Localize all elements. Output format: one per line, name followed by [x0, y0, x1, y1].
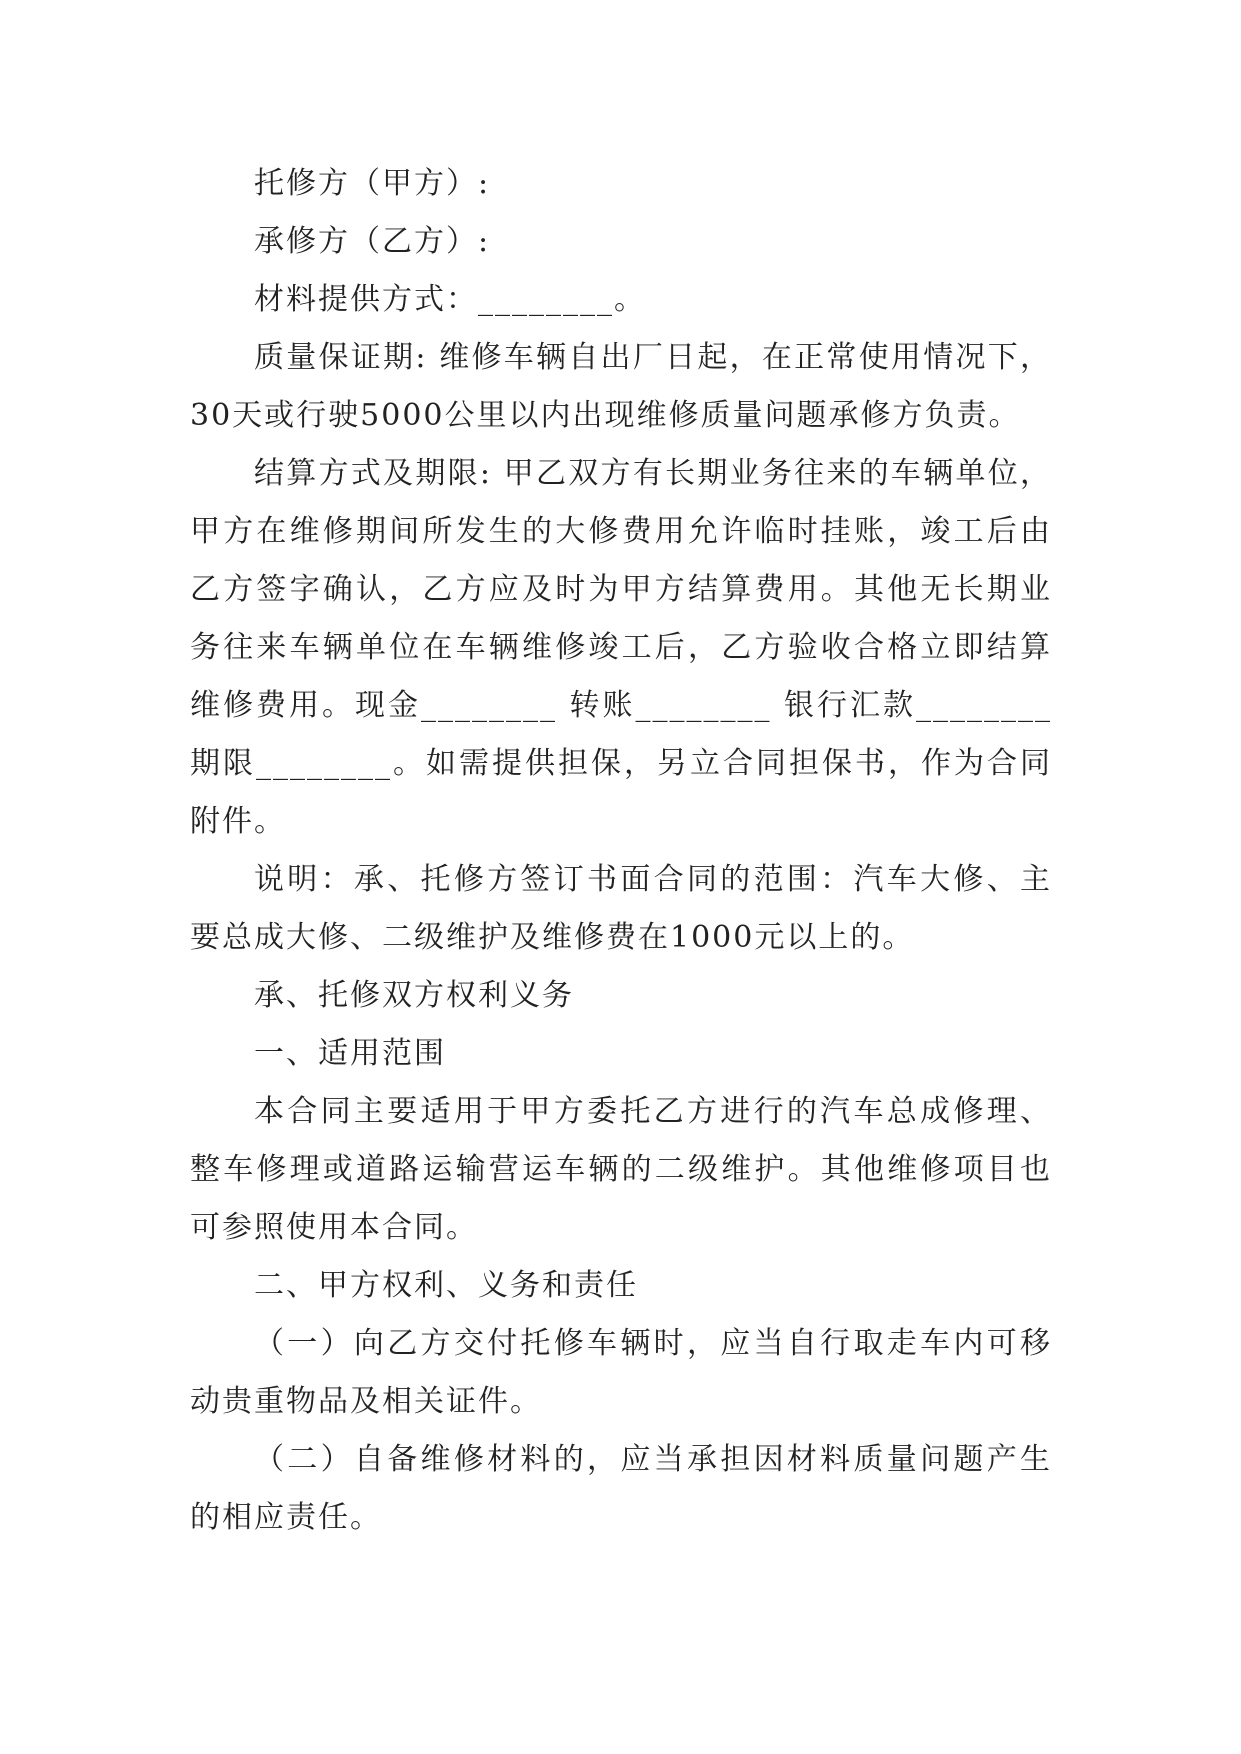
section-heading-party-a: 二、甲方权利、义务和责任 [254, 1268, 638, 1303]
document-body [190, 155, 1052, 1547]
paragraph-client: 托修方（甲方）: [254, 166, 491, 201]
paragraph-warranty-period: 质量保证期: 维修车辆自出厂日起，在正常使用情况下，30天或行驶5000公里以内出现维修质量问题承修方负责。 [190, 340, 1052, 433]
paragraph-settlement: 结算方式及期限: 甲乙双方有长期业务往来的车辆单位，甲方在维修期间所发生的大修费用允许临时挂账，竣工后由乙方签字确认，乙方应及时为甲方结算费用。其他无长期业务往来车辆单位在车辆维修竣工后，乙方验收合格立即结算维修费用。现金________ 转账________ 银行汇款________ 期限________。如需提供担保，另立合同担保书，作为合同附件。 [190, 456, 1052, 839]
paragraph-party-a-item-2: （二）自备维修材料的，应当承担因材料质量问题产生的相应责任。 [190, 1442, 1052, 1535]
paragraph-note: 说明：承、托修方签订书面合同的范围：汽车大修、主要总成大修、二级维护及维修费在1000元以上的。 [190, 862, 1052, 955]
section-heading-rights: 承、托修双方权利义务 [254, 978, 574, 1013]
paragraph-scope: 本合同主要适用于甲方委托乙方进行的汽车总成修理、整车修理或道路运输营运车辆的二级维护。其他维修项目也可参照使用本合同。 [190, 1094, 1052, 1245]
paragraph-party-a-item-1: （一）向乙方交付托修车辆时，应当自行取走车内可移动贵重物品及相关证件。 [190, 1326, 1052, 1419]
paragraph-material-supply: 材料提供方式：________。 [254, 282, 646, 317]
paragraph-contractor: 承修方（乙方）: [254, 224, 491, 259]
section-heading-scope: 一、适用范围 [254, 1036, 446, 1071]
